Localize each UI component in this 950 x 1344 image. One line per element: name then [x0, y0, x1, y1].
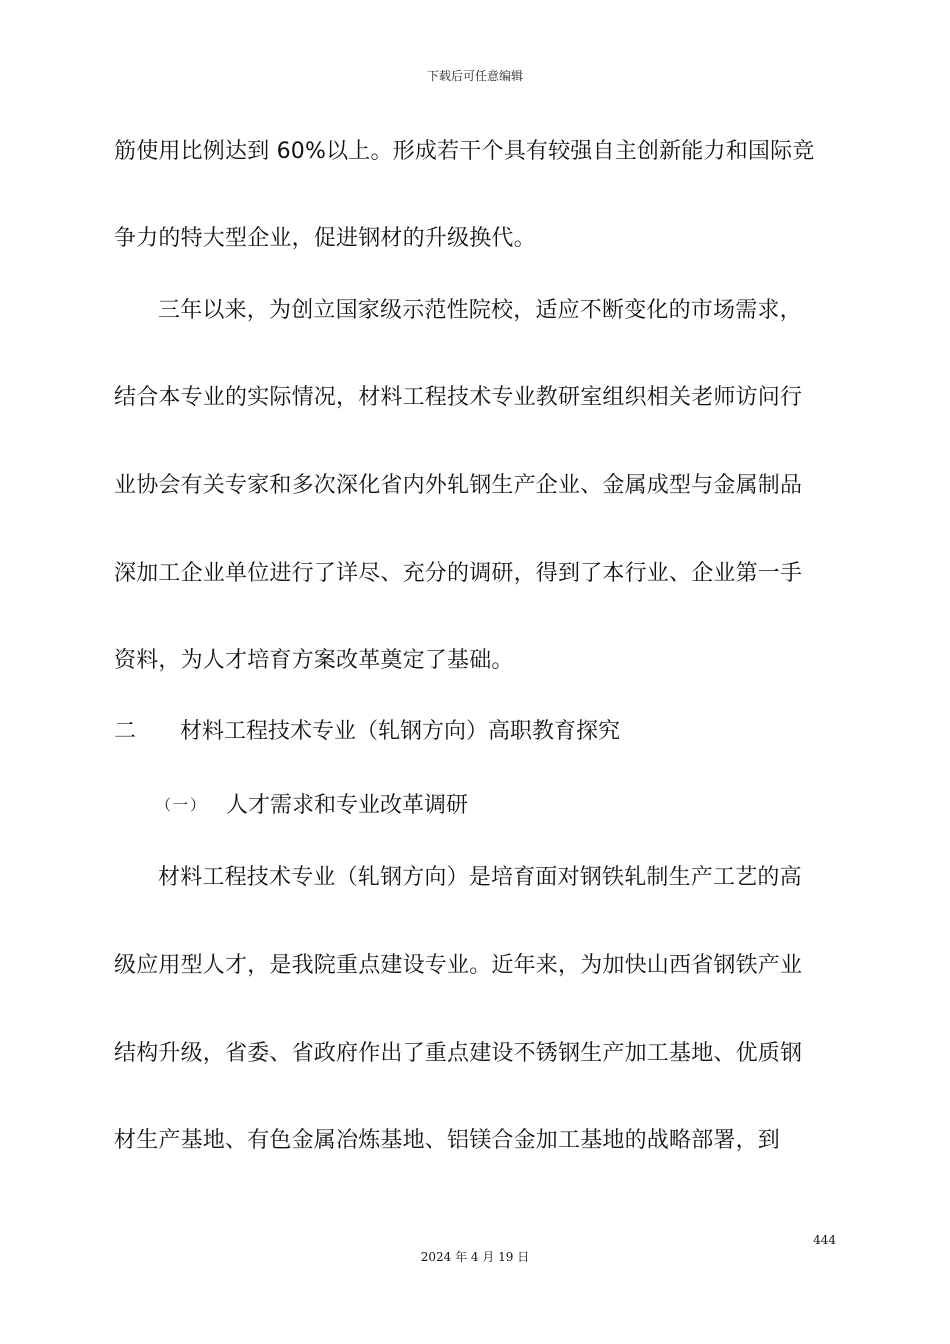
paragraph-line: 深加工企业单位进行了详尽、充分的调研，得到了本行业、企业第一手	[114, 561, 803, 586]
paragraph-line: 材料工程技术专业（轧钢方向）是培育面对钢铁轧制生产工艺的高	[158, 865, 802, 890]
section-number: 二	[114, 719, 137, 744]
paragraph-line: 结构升级，省委、省政府作出了重点建设不锈钢生产加工基地、优质钢	[114, 1041, 803, 1066]
header-note: 下载后可任意编辑	[426, 69, 523, 83]
paragraph-line: 级应用型人才，是我院重点建设专业。近年来，为加快山西省钢铁产业	[114, 953, 803, 978]
paragraph-line: 资料，为人才培育方案改革奠定了基础。	[114, 648, 514, 673]
footer-date: 2024 年 4 月 19 日	[420, 1250, 530, 1264]
subsection-number: （一）	[156, 796, 208, 814]
page-number: 444	[813, 1233, 836, 1247]
paragraph-line: 筋使用比例达到 60%以上。形成若干个具有较强自主创新能力和国际竞	[114, 139, 815, 164]
section-title: 材料工程技术专业（轧钢方向）高职教育探究	[180, 719, 621, 744]
paragraph-line: 争力的特大型企业，促进钢材的升级换代。	[114, 226, 536, 251]
section-heading	[114, 717, 620, 747]
subsection-title: 人才需求和专业改革调研	[226, 793, 469, 818]
subsection-heading	[156, 790, 468, 821]
paragraph-line: 三年以来，为创立国家级示范性院校，适应不断变化的市场需求，	[158, 298, 802, 323]
paragraph-line: 材生产基地、有色金属冶炼基地、铝镁合金加工基地的战略部署，到	[114, 1128, 781, 1153]
paragraph-line: 结合本专业的实际情况，材料工程技术专业教研室组织相关老师访问行	[114, 385, 803, 410]
paragraph-line: 业协会有关专家和多次深化省内外轧钢生产企业、金属成型与金属制品	[114, 473, 803, 498]
